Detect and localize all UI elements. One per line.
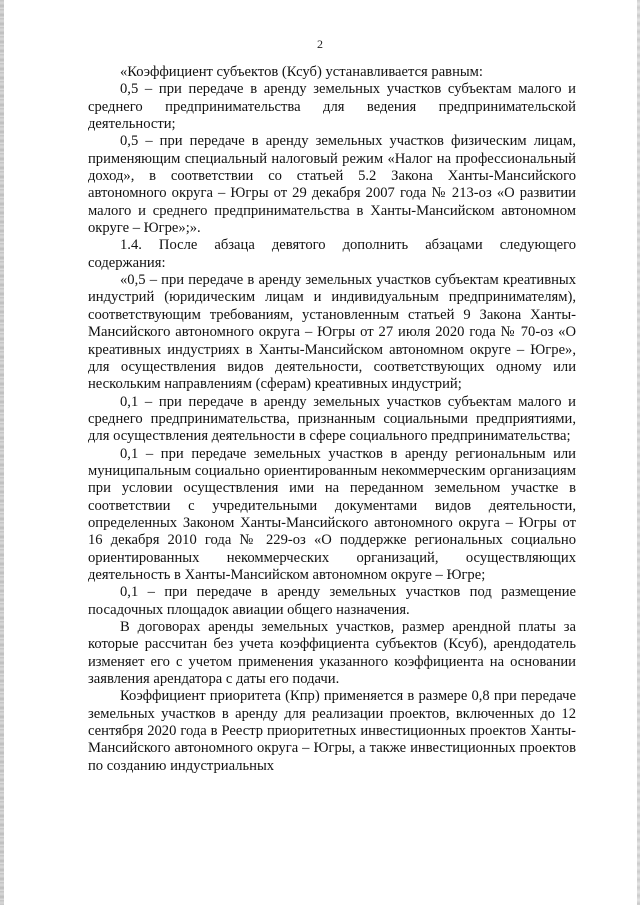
scan-left-edge: [0, 0, 4, 905]
paragraph: 0,1 – при передаче в аренду земельных участков под размещение посадочных площадок авиации общего назначения.: [88, 584, 576, 618]
paragraph: 0,5 – при передаче в аренду земельных участков физическим лицам, применяющим специальный налоговый режим «Налог на профессиональный доход», в соответствии со статьей 5.2 Закона Ханты-Мансийского автономного округа – Югры от 29 декабря 2007 года № 213-оз «О развитии малого и среднего предпринимательства в Ханты-Мансийском автономном округе – Югре»;».: [88, 133, 576, 237]
page-number: 2: [317, 37, 323, 51]
paragraph: Коэффициент приоритета (Кпр) применяется в размере 0,8 при передаче земельных участков в аренду для реализации проектов, включенных до 12 сентября 2020 года в Реестр приоритетных инвестиционных проектов Ханты-Мансийского автономного округа – Югры, а также инвестиционных проектов по созданию индустриальных: [88, 688, 576, 774]
paragraph: 0,5 – при передаче в аренду земельных участков субъектам малого и среднего предпринимательства для ведения предпринимательской деятельности;: [88, 81, 576, 133]
paragraph: В договорах аренды земельных участков, размер арендной платы за которые рассчитан без учета коэффициента субъектов (Ксуб), арендодатель изменяет его с учетом применения указанного коэффициента на основании заявления арендатора с даты его подачи.: [88, 619, 576, 688]
paragraph: «0,5 – при передаче в аренду земельных участков субъектам креативных индустрий (юридическим лицам и индивидуальным предпринимателям), соответствующим требованиям, установленным статьей 9 Закона Ханты-Мансийского автономного округа – Югры от 27 июля 2020 года № 70-оз «О креативных индустриях в Ханты-Мансийском автономном округе – Югре», для осуществления видов деятельности, соответствующих одному или нескольким направлениям (сферам) креативных индустрий;: [88, 272, 576, 393]
paragraph: 1.4. После абзаца девятого дополнить абзацами следующего содержания:: [88, 237, 576, 271]
paragraph: 0,1 – при передаче земельных участков в аренду региональным или муниципальным социально ориентированным некоммерческим организациям при условии осуществления ими на переданном земельном участке в соответствии с учредительными документами видов деятельности, определенных Законом Ханты-Мансийского автономного округа – Югры от 16 декабря 2010 года № 229-оз «О поддержке региональных социально ориентированных некоммерческих организаций, осуществляющих деятельность в Ханты-Мансийском автономном округе – Югре;: [88, 445, 576, 583]
paragraph: 0,1 – при передаче в аренду земельных участков субъектам малого и среднего предпринимательства, признанным социальными предприятиями, для осуществления деятельности в сфере социального предпринимательства;: [88, 393, 576, 445]
document-body: [88, 64, 576, 775]
paragraph: «Коэффициент субъектов (Ксуб) устанавливается равным:: [120, 64, 483, 80]
